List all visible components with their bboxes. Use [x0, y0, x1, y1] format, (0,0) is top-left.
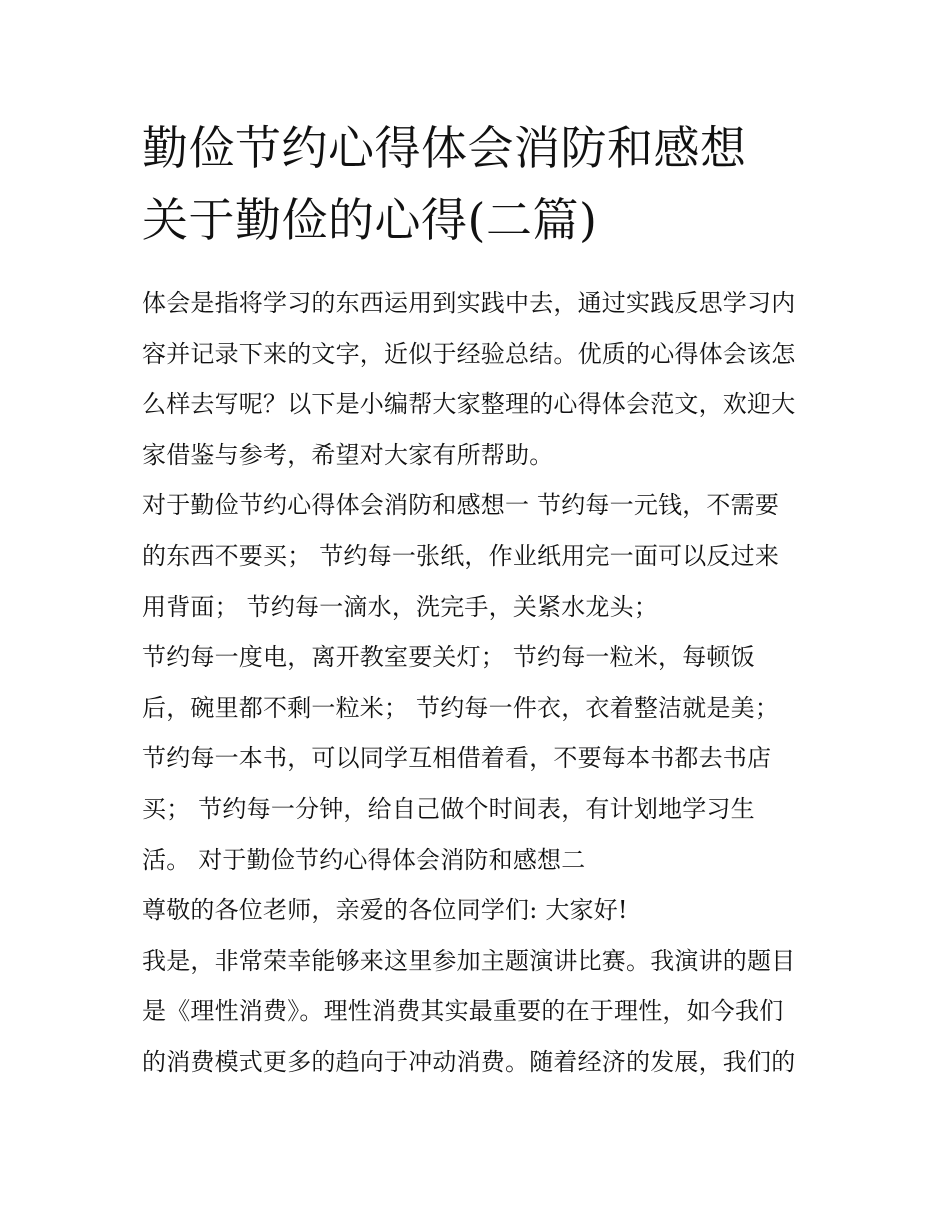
title-line-1: 勤俭节约心得体会消防和感想 — [142, 121, 747, 175]
text-line: 是《理性消费》。理性消费其实最重要的在于理性，如今我们 — [142, 997, 784, 1026]
document-title — [142, 112, 814, 256]
title-line-2: 关于勤俭的心得(二篇) — [142, 193, 598, 247]
text-line: 买； 节约每一分钟，给自己做个时间表，有计划地学习生 — [142, 794, 755, 823]
text-line: 用背面； 节约每一滴水，洗完手，关紧水龙头； — [142, 592, 659, 621]
text-line: 节约每一度电，离开教室要关灯； 节约每一粒米，每顿饭 — [142, 643, 755, 672]
text-line: 节约每一本书，可以同学互相借着看，不要每本书都去书店 — [142, 744, 772, 773]
text-line: 体会是指将学习的东西运用到实践中去，通过实践反思学习内 — [142, 289, 796, 317]
text-line: 的东西不要买； 节约每一张纸，作业纸用完一面可以反过来 — [142, 541, 780, 570]
text-line: 家借鉴与参考，希望对大家有所帮助。 — [142, 440, 554, 469]
document-content — [142, 112, 814, 1088]
text-line: 的消费模式更多的趋向于冲动消费。随着经济的发展，我们的 — [142, 1047, 796, 1076]
text-line: 活。 对于勤俭节约心得体会消防和感想二 — [142, 845, 586, 874]
text-line: 么样去写呢？以下是小编帮大家整理的心得体会范文，欢迎大 — [142, 390, 796, 419]
text-line: 我是，非常荣幸能够来这里参加主题演讲比赛。我演讲的题目 — [142, 946, 796, 975]
document-body — [142, 278, 814, 1088]
text-line: 对于勤俭节约心得体会消防和感想一 节约每一元钱，不需要 — [142, 491, 780, 520]
text-line: 后，碗里都不剩一粒米； 节约每一件衣，衣着整洁就是美； — [142, 693, 780, 722]
text-line: 容并记录下来的文字，近似于经验总结。优质的心得体会该怎 — [142, 339, 796, 368]
text-line: 尊敬的各位老师，亲爱的各位同学们: 大家好! — [142, 896, 628, 925]
